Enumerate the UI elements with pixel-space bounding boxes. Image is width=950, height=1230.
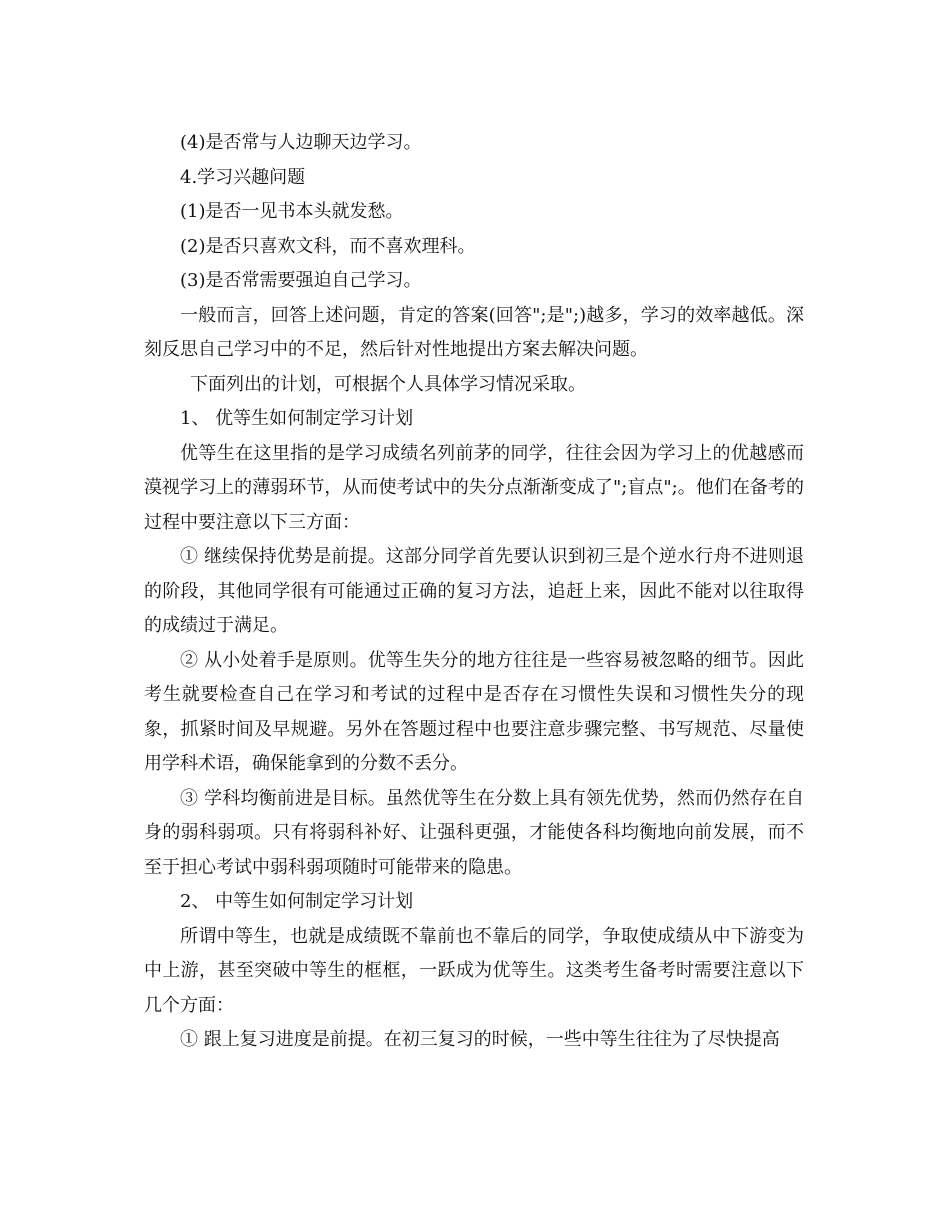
- paragraph-top-point-3: ③ 学科均衡前进是目标。虽然优等生在分数上具有领先优势，然而仍然存在自身的弱科弱项。只有将弱科补好、让强科更强，才能使各科均衡地向前发展，而不至于担心考试中弱科弱项随时可能带来的隐患。: [144, 787, 804, 878]
- paragraph-item-4-chat: (4)是否常与人边聊天边学习。: [180, 132, 422, 153]
- paragraph-plan-intro: 下面列出的计划，可根据个人具体学习情况采取。: [190, 373, 586, 395]
- paragraph-item-3-force-study: (3)是否常需要强迫自己学习。: [180, 270, 422, 291]
- paragraph-summary: 一般而言，回答上述问题，肯定的答案(回答";是";)越多，学习的效率越低。深刻反思自己学习中的不足，然后针对性地提出方案去解决问题。: [144, 304, 804, 360]
- document-body: [144, 126, 804, 1058]
- paragraph-top-students-intro: 优等生在这里指的是学习成绩名列前茅的同学，往往会因为学习上的优越感而漠视学习上的薄弱环节，从而使考试中的失分点渐渐变成了";盲点";。他们在备考的过程中要注意以下三方面：: [144, 442, 804, 533]
- paragraph-item-2-liberal-arts: (2)是否只喜欢文科，而不喜欢理科。: [180, 235, 476, 257]
- section-heading-top-students: 1、 优等生如何制定学习计划: [180, 408, 414, 429]
- paragraph-middle-students-intro: 所谓中等生，也就是成绩既不靠前也不靠后的同学，争取使成绩从中下游变为中上游，甚至突破中等生的框框，一跃成为优等生。这类考生备考时需要注意以下几个方面：: [144, 925, 804, 1016]
- paragraph-middle-point-1: ① 跟上复习进度是前提。在初三复习的时候，一些中等生往往为了尽快提高: [180, 1029, 780, 1050]
- paragraph-top-point-1: ① 继续保持优势是前提。这部分同学首先要认识到初三是个逆水行舟不进则退的阶段，其他同学很有可能通过正确的复习方法，追赶上来，因此不能对以往取得的成绩过于满足。: [144, 546, 804, 636]
- section-heading-middle-students: 2、 中等生如何制定学习计划: [180, 891, 414, 912]
- paragraph-item-1-worry: (1)是否一见书本头就发愁。: [180, 201, 404, 222]
- paragraph-top-point-2: ② 从小处着手是原则。优等生失分的地方往往是一些容易被忽略的细节。因此考生就要检查自己在学习和考试的过程中是否存在习惯性失误和习惯性失分的现象，抓紧时间及早规避。另外在答题过程中也要注意步骤完整、书写规范、尽量使用学科术语，确保能拿到的分数不丢分。: [144, 649, 804, 774]
- section-heading-learning-interest: 4.学习兴趣问题: [180, 166, 306, 188]
